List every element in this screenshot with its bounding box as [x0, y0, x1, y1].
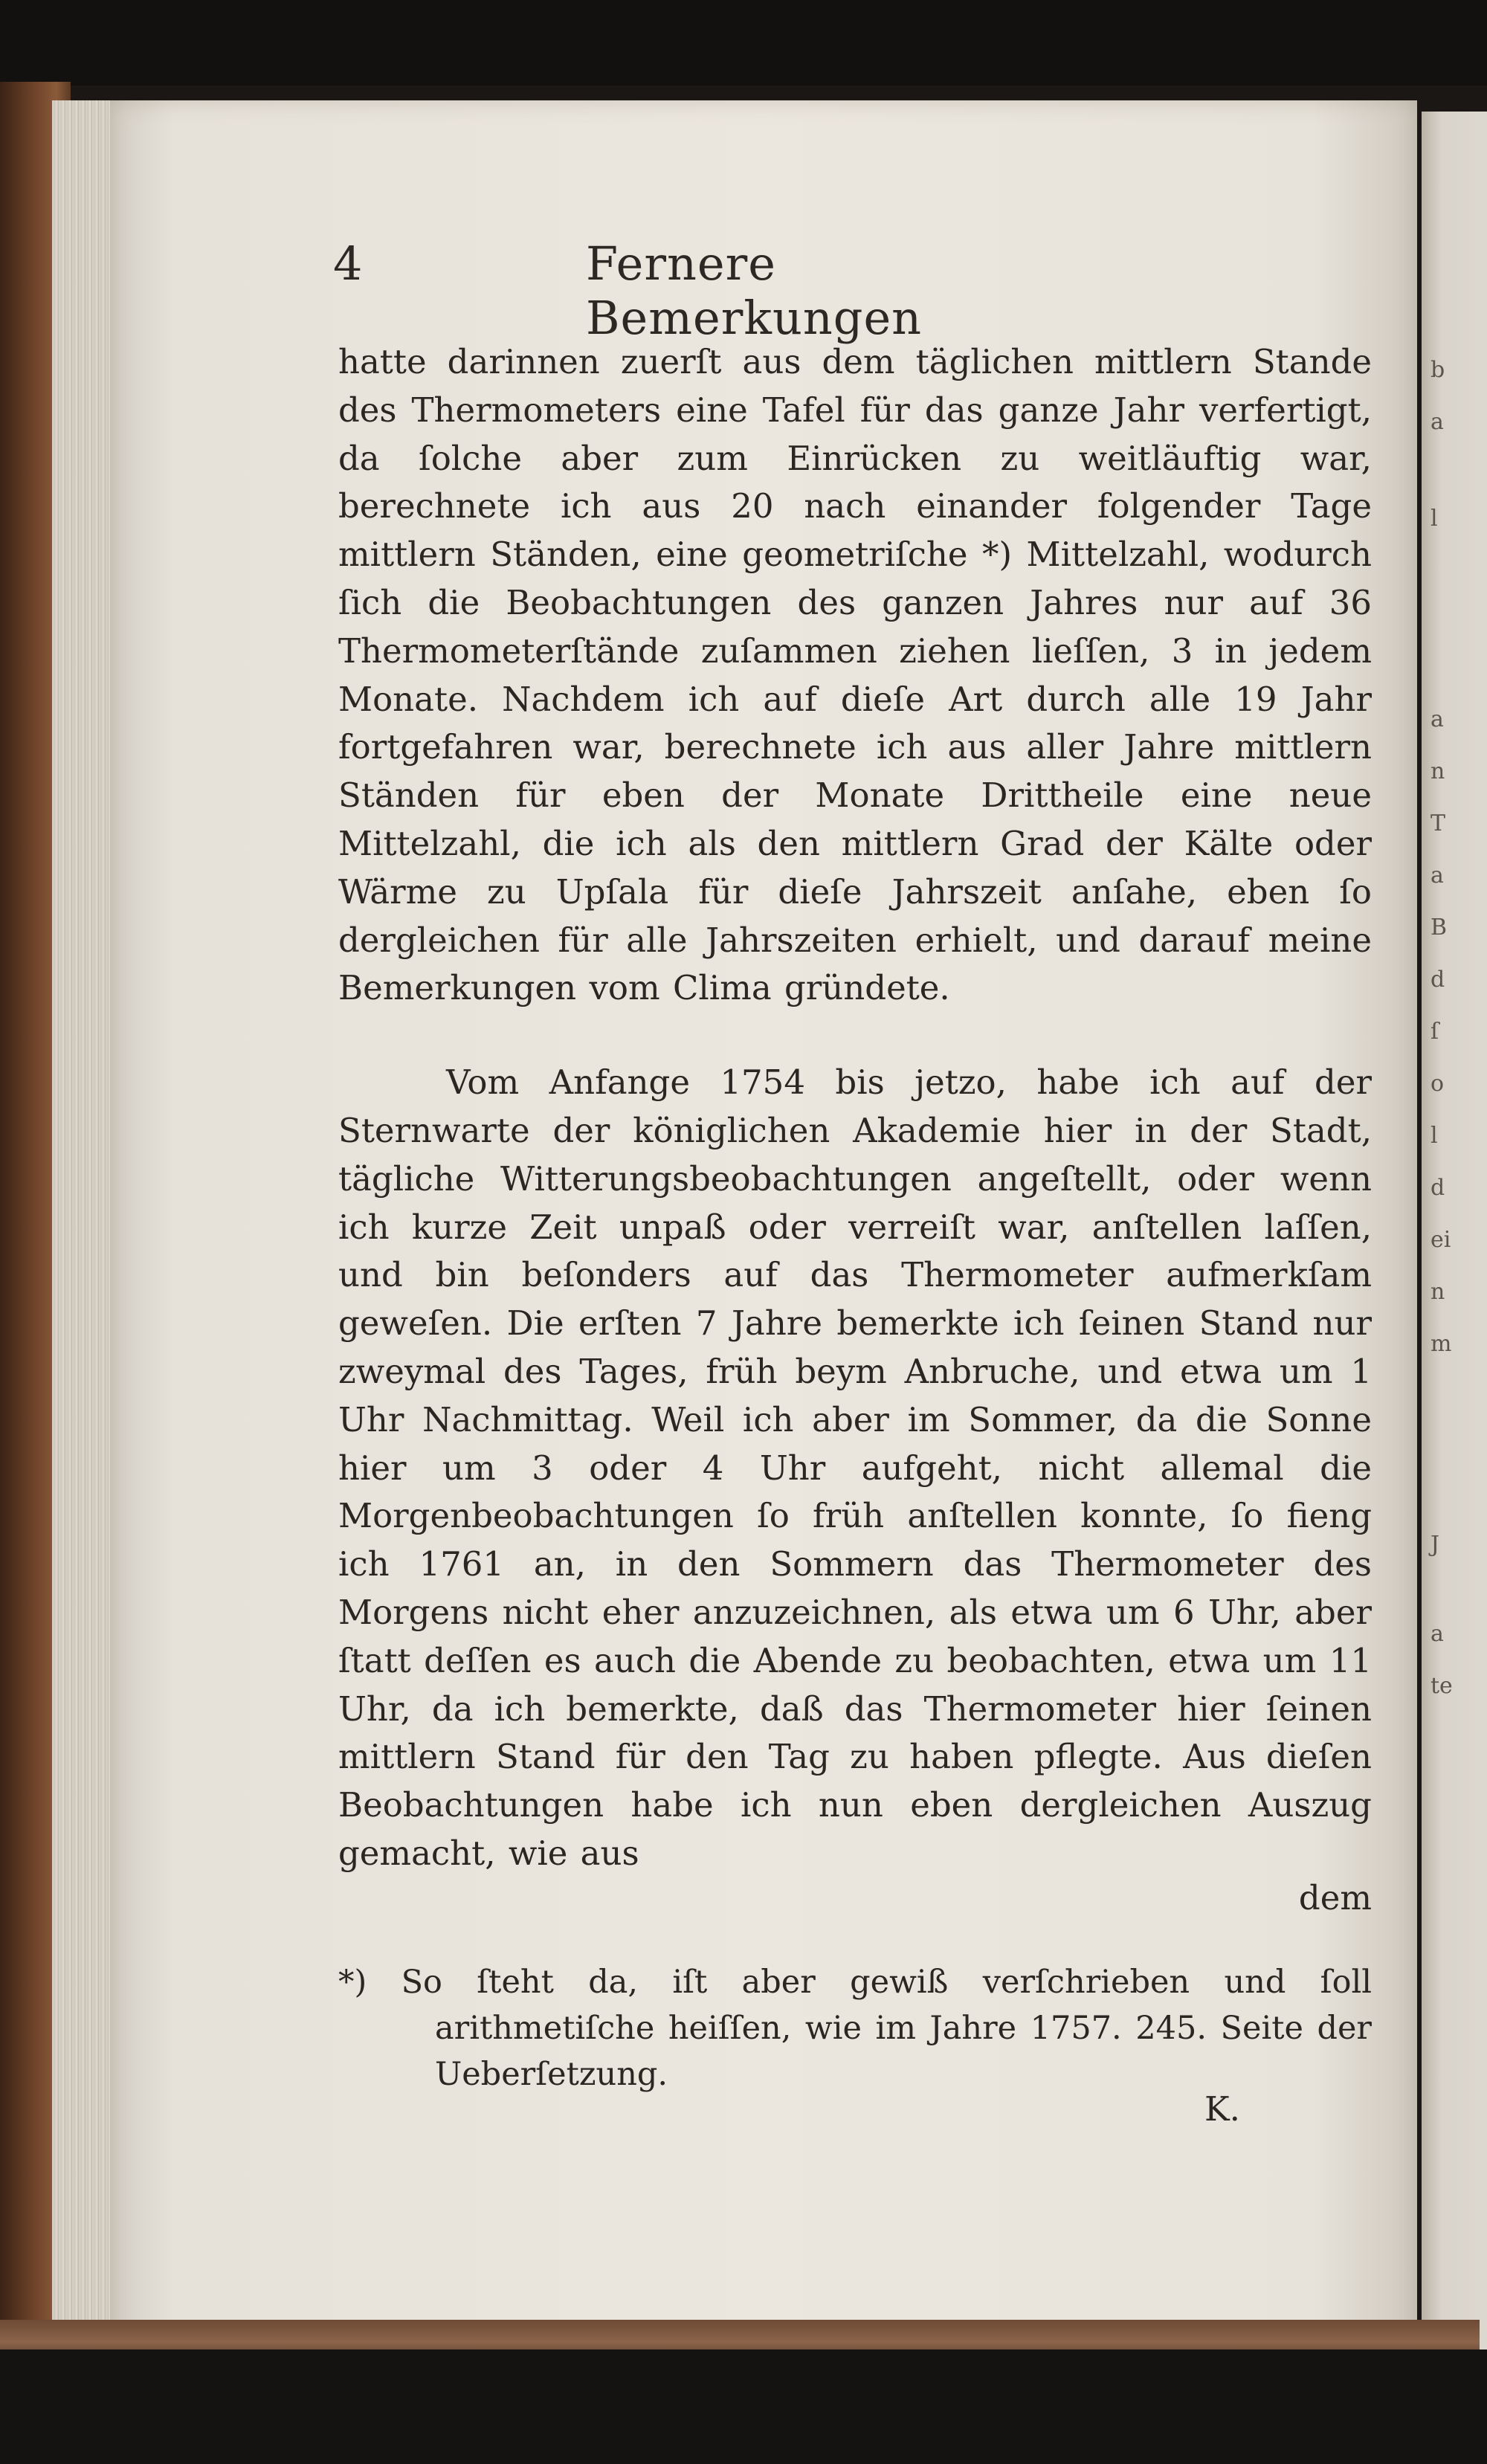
paragraph-2: Vom Anfange 1754 bis jetzo, habe ich auf der Sternwarte der königlichen Akademie hier in der Stadt, tägliche Witterungsbeobachtungen angeſtellt, oder wenn ich kurze Zeit unpaß oder verreiſt war, anſtellen laſſen, und bin beſonders auf das Thermometer aufmerkſam geweſen. Die erſten 7 Jahre bemerkte ich ſeinen Stand nur zweymal des Tages, früh beym Anbruche, und etwa um 1 Uhr Nachmittag. Weil ich aber im Sommer, da die Sonne hier um 3 oder 4 Uhr aufgeht, nicht allemal die Morgenbeobachtungen ſo früh anſtellen konnte, ſo fieng ich 1761 an, in den Sommern das Thermometer des Morgens nicht eher anzuzeichnen, als etwa um 6 Uhr, aber ſtatt deſſen es auch die Abende zu beobachten, etwa um 11 Uhr, da ich bemerkte, daß das Thermometer hier ſeinen mittlern Stand für den Tag zu haben pflegte. Aus dieſen Beobachtungen habe ich nun eben dergleichen Auszug gemacht, wie aus — [338, 1062, 1372, 1873]
adjacent-page — [1422, 112, 1487, 2349]
adjacent-fragment: B — [1430, 915, 1448, 941]
scan-background-bottom — [0, 2349, 1487, 2464]
adjacent-fragment: te — [1430, 1673, 1453, 1699]
scan-background-top — [0, 0, 1487, 86]
adjacent-fragment: d — [1430, 967, 1445, 993]
adjacent-fragment: a — [1430, 409, 1444, 435]
paragraph-1: hatte darinnen zuerſt aus dem täglichen mittlern Stande des Thermometers eine Tafel für das ganze Jahr verfertigt, da ſolche aber zum Einrücken zu weitläuftig war, berechnete ich aus 20 nach einander folgender Tage mittlern Ständen, eine geometriſche *) Mittelzahl, wodurch ſich die Beobachtungen des ganzen Jahres nur auf 36 Thermometerſtände zuſammen ziehen lieſſen, 3 in jedem Monate. Nachdem ich auf dieſe Art durch alle 19 Jahr fortgefahren war, berechnete ich aus aller Jahre mittlern Ständen für eben der Monate Drittheile eine neue Mittelzahl, die ich als den mittlern Grad der Kälte oder Wärme zu Upſala für dieſe Jahrszeit anſahe, eben ſo dergleichen für alle Jahrszeiten erhielt, und darauf meine Bemerkungen vom Clima gründete. — [338, 342, 1372, 1008]
adjacent-fragment: l — [1430, 1123, 1438, 1149]
adjacent-fragment: ei — [1430, 1227, 1451, 1253]
adjacent-fragment: d — [1430, 1175, 1445, 1201]
running-title: Fernere Bemerkungen — [586, 236, 923, 345]
adjacent-fragment: a — [1430, 706, 1444, 732]
adjacent-fragment: ſ — [1430, 1019, 1439, 1045]
adjacent-fragment: o — [1430, 1071, 1445, 1097]
footnote-signature: K. — [1204, 2089, 1240, 2129]
adjacent-fragment: T — [1430, 810, 1446, 836]
page-number: 4 — [333, 236, 363, 291]
adjacent-fragment: n — [1430, 758, 1445, 784]
footnote-text: *) So ſteht da, iſt aber gewiß verſchrieben und ſoll arithmetiſche heiſſen, wie im Jahre 1757. 245. Seite der Ueberſetzung. — [338, 1964, 1372, 2093]
page-edges — [52, 100, 112, 2361]
adjacent-fragment: n — [1430, 1279, 1445, 1305]
adjacent-fragment: a — [1430, 862, 1444, 888]
adjacent-fragment: l — [1430, 506, 1438, 532]
adjacent-fragment: a — [1430, 1621, 1444, 1647]
catchword: dem — [1298, 1877, 1372, 1918]
body-text — [338, 338, 1372, 1918]
page-header — [333, 236, 1114, 345]
adjacent-fragment: b — [1430, 357, 1445, 383]
adjacent-fragment: m — [1430, 1331, 1452, 1357]
footnote — [338, 1959, 1372, 2097]
adjacent-fragment: J — [1430, 1532, 1440, 1558]
